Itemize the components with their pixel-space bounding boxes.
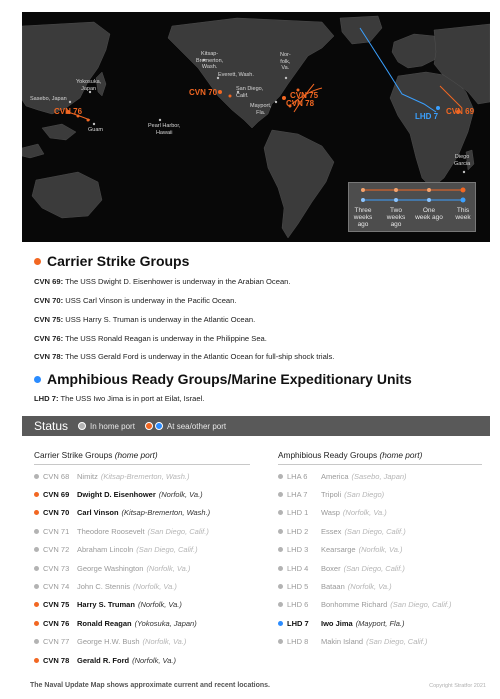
status-bar — [22, 416, 490, 436]
ship-code: CVN 71 — [43, 526, 70, 536]
status-dot-icon — [278, 584, 283, 589]
ship-code: LHD 2 — [287, 526, 309, 536]
carrier-table-header: Carrier Strike Groups (home port) — [34, 450, 250, 465]
home-port: (Norfolk, Va.) — [146, 563, 191, 573]
status-dot-icon — [278, 566, 283, 571]
table-row[interactable] — [278, 522, 482, 540]
carrier-section-heading — [34, 253, 189, 269]
status-dot-icon — [34, 547, 39, 552]
status-dot-icon — [278, 510, 283, 515]
home-port: (Kitsap-Bremerton, Wash.) — [121, 508, 211, 518]
status-dot-icon — [34, 492, 39, 497]
ship-name: Wasp — [321, 508, 340, 518]
carrier-status-line: CVN 78: The USS Gerald Ford is underway in the Atlantic Ocean for full-ship shock trials. — [34, 352, 335, 361]
amphib-status-line: LHD 7: The USS Iwo Jima is in port at Eilat, Israel. — [34, 394, 205, 403]
table-row[interactable] — [278, 614, 482, 632]
carrier-dot-icon — [34, 258, 41, 265]
ship-name: Harry S. Truman — [77, 600, 135, 610]
legend-this-week: This week — [455, 207, 471, 221]
ship-code: CVN 75 — [43, 600, 70, 610]
amphib-table — [278, 450, 482, 651]
home-port: (San Diego, Calif.) — [366, 637, 428, 647]
ship-name: John C. Stennis — [77, 582, 130, 592]
time-legend — [348, 182, 476, 232]
status-key-home-port: In home port — [78, 422, 135, 431]
ship-label-lhd7[interactable]: LHD 7 — [415, 112, 439, 121]
copyright: Copyright Stratfor 2021 — [429, 683, 486, 689]
ship-code: LHD 3 — [287, 545, 309, 555]
ship-name: George H.W. Bush — [77, 637, 140, 647]
ship-code: LHA 6 — [287, 471, 308, 481]
amphib-table-header: Amphibious Ready Groups (home port) — [278, 450, 482, 465]
table-row[interactable] — [34, 596, 250, 614]
home-port: (San Diego, Calif.) — [136, 545, 198, 555]
carrier-status-line: CVN 75: USS Harry S. Truman is underway in the Atlantic Ocean. — [34, 315, 256, 324]
ship-name: Essex — [321, 526, 342, 536]
ship-label-cvn78[interactable]: CVN 78 — [286, 99, 315, 108]
ship-code: CVN 76 — [43, 618, 70, 628]
legend-three-weeks-ago: Three weeks ago — [353, 207, 373, 228]
ship-code: LHD 1 — [287, 508, 309, 518]
port-label-norfolk: Nor- folk, Va. — [280, 52, 291, 71]
ship-code: CVN 72 — [43, 545, 70, 555]
ship-name: America — [321, 471, 349, 481]
home-port: (Norfolk, Va.) — [132, 655, 176, 665]
home-port: (Yokosuka, Japan) — [134, 618, 197, 628]
gray-dot-icon — [78, 422, 86, 430]
status-dot-icon — [34, 474, 39, 479]
carrier-status-line: CVN 76: The USS Ronald Reagan is underway in the Philippine Sea. — [34, 334, 267, 343]
ship-code: LHD 8 — [287, 637, 309, 647]
table-row[interactable] — [278, 541, 482, 559]
table-row[interactable] — [278, 467, 482, 485]
ship-code: CVN 74 — [43, 582, 70, 592]
table-row[interactable] — [34, 541, 250, 559]
ship-label-cvn69[interactable]: CVN 69 — [446, 107, 475, 116]
home-port: (Norfolk, Va.) — [342, 508, 387, 518]
ship-code: LHA 7 — [287, 490, 308, 500]
ship-name: Tripoli — [321, 490, 342, 500]
ship-label-cvn70[interactable]: CVN 70 — [189, 88, 218, 97]
ship-name: Dwight D. Eisenhower — [77, 490, 156, 500]
status-dot-icon — [34, 566, 39, 571]
table-row[interactable] — [278, 485, 482, 503]
table-row[interactable] — [278, 559, 482, 577]
home-port: (Norfolk, Va.) — [132, 582, 177, 592]
table-row[interactable] — [34, 504, 250, 522]
table-row[interactable] — [278, 596, 482, 614]
home-port: (Sasebo, Japan) — [351, 471, 407, 481]
port-label-san-diego: San Diego, Calif. — [236, 86, 264, 99]
status-dot-icon — [278, 639, 283, 644]
status-dot-icon — [34, 510, 39, 515]
naval-map — [22, 12, 490, 242]
status-dot-icon — [34, 621, 39, 626]
status-dot-icon — [278, 474, 283, 479]
carrier-status-line: CVN 69: The USS Dwight D. Eisenhower is underway in the Arabian Ocean. — [34, 277, 291, 286]
port-label-pearl-harbor: Pearl Harbor, Hawaii — [148, 123, 181, 136]
ship-code: LHD 4 — [287, 563, 309, 573]
ship-code: CVN 68 — [43, 471, 70, 481]
ship-code: CVN 70 — [43, 508, 70, 518]
carrier-status-line: CVN 70: USS Carl Vinson is underway in the Pacific Ocean. — [34, 296, 237, 305]
time-legend-labels — [349, 207, 477, 231]
table-row[interactable] — [278, 577, 482, 595]
home-port: (Norfolk, Va.) — [142, 637, 187, 647]
home-port: (Norfolk, Va.) — [137, 600, 182, 610]
ship-code: CVN 69 — [43, 490, 70, 500]
home-port: (Norfolk, Va.) — [358, 545, 403, 555]
port-label-guam: Guam — [88, 127, 103, 133]
ship-name: Kearsarge — [321, 545, 356, 555]
time-legend-tracks — [349, 183, 477, 207]
status-title: Status — [34, 419, 69, 433]
ship-name: Ronald Reagan — [77, 618, 132, 628]
carrier-table — [34, 450, 250, 669]
home-port: (Mayport, Fla.) — [355, 618, 405, 628]
home-port: (Norfolk, Va.) — [347, 582, 392, 592]
home-port: (Norfolk, Va.) — [158, 490, 203, 500]
home-port: (San Diego, Calif.) — [344, 526, 406, 536]
table-row[interactable] — [34, 577, 250, 595]
status-dot-icon — [34, 658, 39, 663]
status-dot-icon — [34, 584, 39, 589]
table-row[interactable] — [278, 633, 482, 651]
ship-name: Nimitz — [77, 471, 98, 481]
status-key-at-sea: At sea/other port — [145, 422, 226, 431]
status-dot-icon — [278, 602, 283, 607]
status-dot-icon — [278, 492, 283, 497]
ship-name: Boxer — [321, 563, 341, 573]
table-row[interactable] — [34, 522, 250, 540]
ship-code: LHD 7 — [287, 618, 309, 628]
legend-two-weeks-ago: Two weeks ago — [386, 207, 406, 228]
status-dot-icon — [34, 602, 39, 607]
ship-code: LHD 6 — [287, 600, 309, 610]
ship-code: CVN 78 — [43, 655, 70, 665]
status-dot-icon — [278, 529, 283, 534]
ship-name: Abraham Lincoln — [77, 545, 134, 555]
ship-name: Iwo Jima — [321, 618, 353, 628]
port-label-yokosuka: Yokosuka, Japan — [76, 79, 102, 92]
port-label-everett: Everett, Wash. — [218, 72, 254, 78]
port-label-kitsap: Kitsap- Bremerton, Wash. — [196, 51, 224, 70]
legend-one-week-ago: One week ago — [415, 207, 443, 221]
home-port: (San Diego) — [344, 490, 385, 500]
table-row[interactable] — [278, 504, 482, 522]
status-dot-icon — [34, 529, 39, 534]
ship-name: Makin Island — [321, 637, 364, 647]
home-port: (San Diego, Calif.) — [147, 526, 209, 536]
status-dot-icon — [34, 639, 39, 644]
footer-note: The Naval Update Map shows approximate current and recent locations. — [30, 682, 271, 689]
ship-name: Bonhomme Richard — [321, 600, 388, 610]
blue-dot-icon — [155, 422, 163, 430]
status-dot-icon — [278, 621, 283, 626]
carrier-section-title: Carrier Strike Groups — [47, 253, 190, 269]
amphib-dot-icon — [34, 376, 41, 383]
table-row[interactable] — [34, 633, 250, 651]
ship-name: George Washington — [77, 563, 144, 573]
port-label-sasebo: Sasebo, Japan — [30, 96, 67, 102]
amphib-section-heading — [34, 371, 412, 387]
ship-name: Bataan — [321, 582, 345, 592]
ship-label-cvn76[interactable]: CVN 76 — [54, 107, 83, 116]
table-row[interactable] — [34, 467, 250, 485]
ship-label-cvn75[interactable]: CVN 75 — [290, 91, 319, 100]
table-row[interactable] — [34, 559, 250, 577]
ship-code: CVN 73 — [43, 563, 70, 573]
table-row[interactable] — [34, 614, 250, 632]
home-port: (Kitsap-Bremerton, Wash.) — [100, 471, 190, 481]
status-dot-icon — [278, 547, 283, 552]
ship-name: Gerald R. Ford — [77, 655, 130, 665]
table-row[interactable] — [34, 651, 250, 669]
ship-code: LHD 5 — [287, 582, 309, 592]
table-row[interactable] — [34, 485, 250, 503]
port-label-mayport: Mayport, Fla. — [250, 103, 272, 116]
amphib-section-title: Amphibious Ready Groups/Marine Expeditionary Units — [47, 371, 412, 387]
ship-name: Theodore Roosevelt — [77, 526, 145, 536]
ship-name: Carl Vinson — [77, 508, 119, 518]
port-label-diego-garcia: Diego Garcia — [454, 154, 471, 167]
orange-dot-icon — [145, 422, 153, 430]
ship-code: CVN 77 — [43, 637, 70, 647]
home-port: (San Diego, Calif.) — [343, 563, 405, 573]
home-port: (San Diego, Calif.) — [390, 600, 452, 610]
